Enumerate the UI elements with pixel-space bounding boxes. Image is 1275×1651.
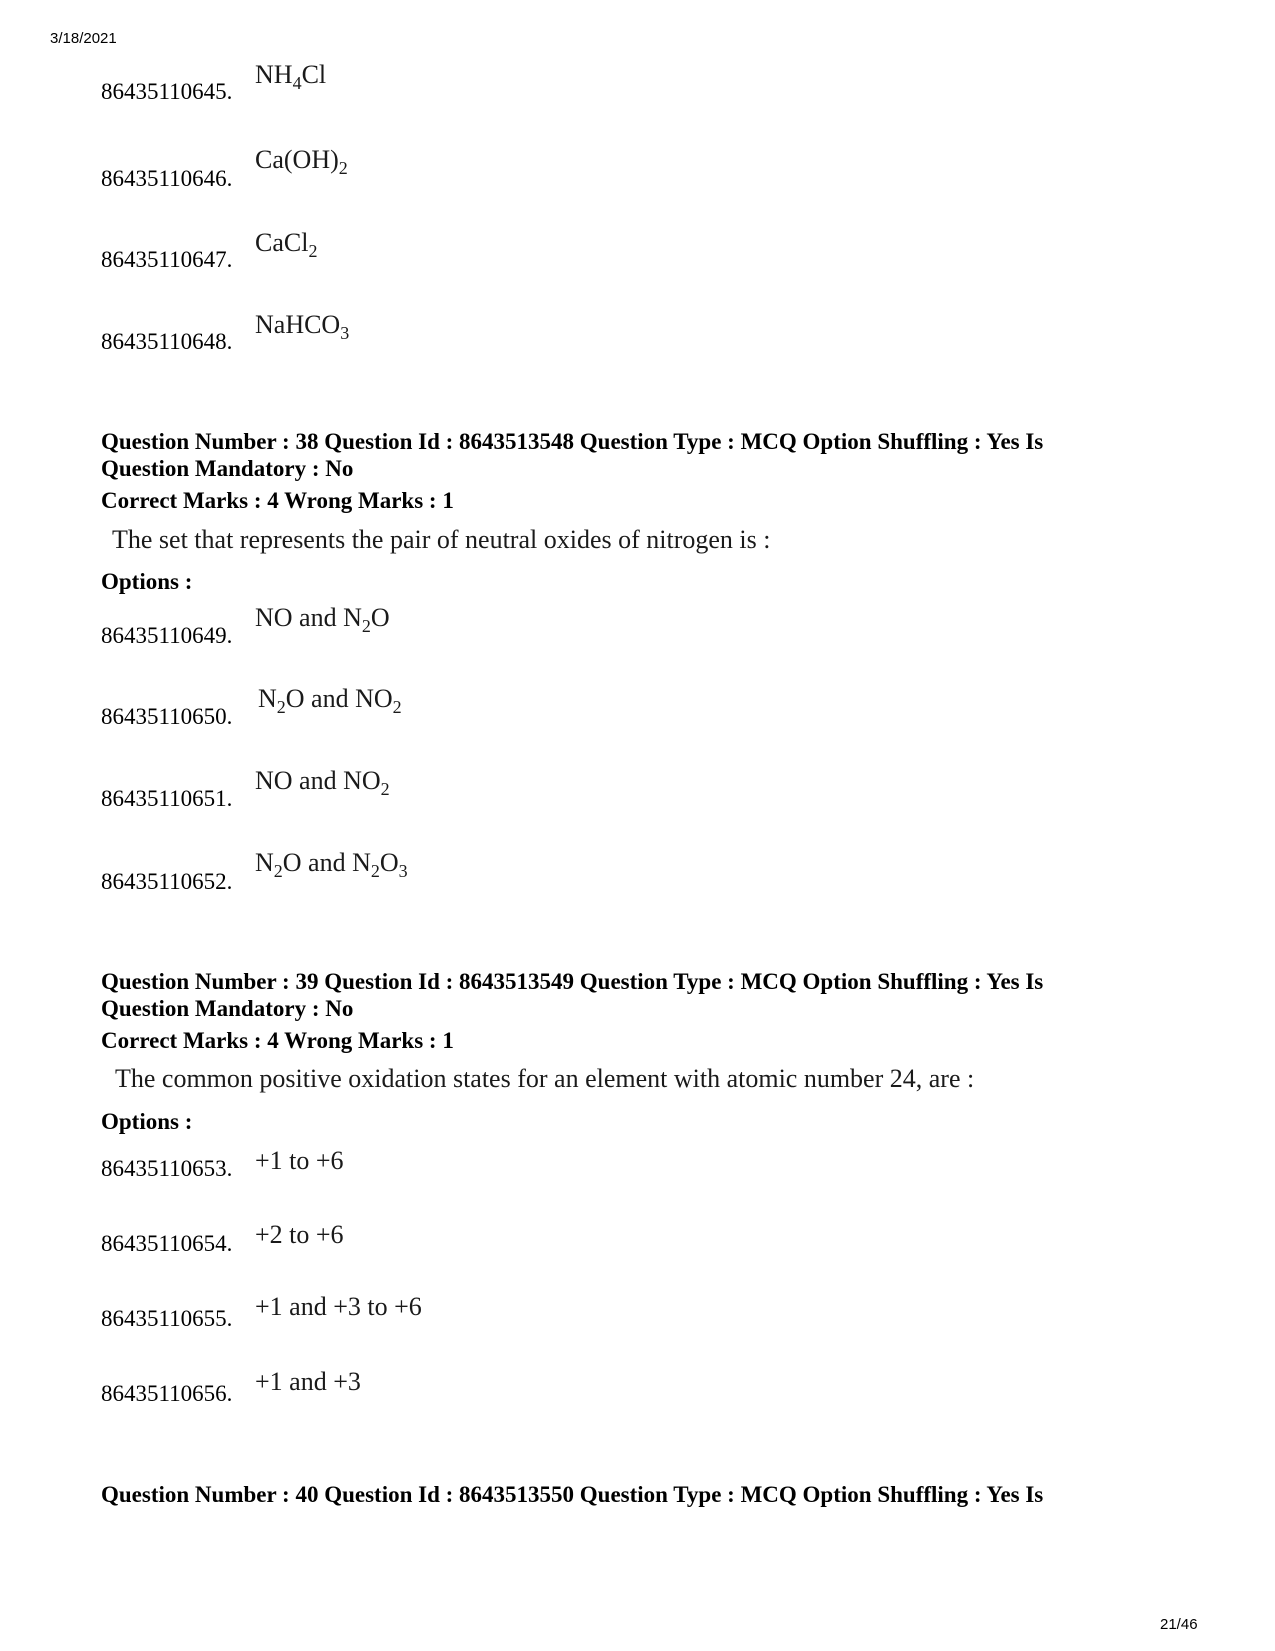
option-formula: NaHCO$_3$ (255, 310, 350, 343)
option-id: 86435110646. (101, 166, 233, 191)
page-number: 21/46 (1160, 1616, 1198, 1633)
option-formula: CaCl$_2$ (255, 228, 318, 261)
option-id: 86435110651. (101, 786, 233, 811)
question-text: The set that represents the pair of neutral oxides of nitrogen is : (112, 525, 771, 554)
question-marks: Correct Marks : 4 Wrong Marks : 1 (101, 1028, 454, 1053)
option-formula: +1 to +6 (255, 1146, 344, 1175)
option-id: 86435110648. (101, 329, 233, 354)
option-id: 86435110652. (101, 869, 233, 894)
option-id: 86435110653. (101, 1156, 233, 1181)
question-header: Question Number : 38 Question Id : 8643513548 Question Type : MCQ Option Shuffling : Yes Is (101, 429, 1044, 454)
question-text: The common positive oxidation states for an element with atomic number 24, are : (115, 1064, 975, 1093)
option-formula: NO and $NO_2$ (255, 766, 390, 799)
option-id: 86435110650. (101, 704, 233, 729)
question-header: Question Number : 40 Question Id : 8643513550 Question Type : MCQ Option Shuffling : Yes Is (101, 1482, 1044, 1507)
options-label: Options : (101, 1109, 193, 1134)
option-id: 86435110656. (101, 1381, 233, 1406)
option-id: 86435110655. (101, 1306, 233, 1331)
print-date: 3/18/2021 (50, 30, 117, 47)
option-id: 86435110647. (101, 247, 233, 272)
option-formula: $Ca(OH)_2$ (255, 145, 348, 178)
option-formula: $N_2O$ and $N_2O_3$ (255, 848, 408, 881)
option-formula: NO and $N_2O$ (255, 603, 390, 636)
option-id: 86435110654. (101, 1231, 233, 1256)
question-mandatory: Question Mandatory : No (101, 996, 354, 1021)
option-formula: $NH_4Cl$ (255, 60, 327, 93)
question-header: Question Number : 39 Question Id : 8643513549 Question Type : MCQ Option Shuffling : Yes Is (101, 969, 1044, 994)
option-id: 86435110645. (101, 79, 233, 104)
option-formula: +1 and +3 (255, 1367, 361, 1396)
option-formula: $N_2O$ and $NO_2$ (258, 684, 402, 717)
option-id: 86435110649. (101, 623, 233, 648)
option-formula: +2 to +6 (255, 1220, 344, 1249)
question-marks: Correct Marks : 4 Wrong Marks : 1 (101, 488, 454, 513)
options-label: Options : (101, 569, 193, 594)
question-mandatory: Question Mandatory : No (101, 456, 354, 481)
option-formula: +1 and +3 to +6 (255, 1292, 422, 1321)
